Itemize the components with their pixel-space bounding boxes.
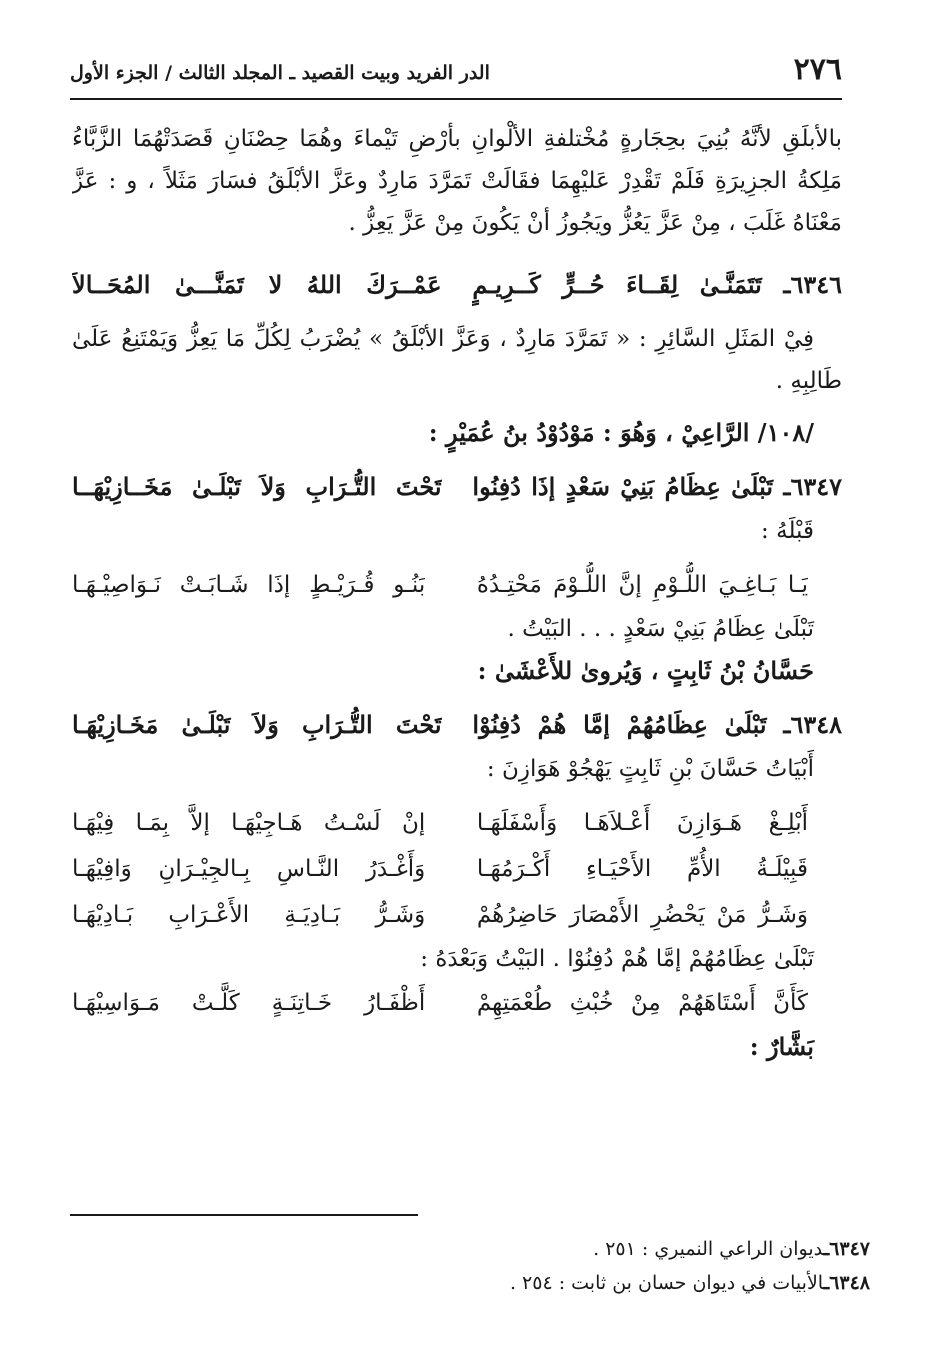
verse-first-hemistich <box>472 262 842 308</box>
text-line: بالأبلَقِ لأنَّهُ بُنِيَ بحِجَارةٍ مُخْتلفةِ الألْوانِ بأرْضِ تَيْماءَ وهُمَا حِصْنَانِ قَصَدَتْهُمَا الزَّبَّاءُ <box>72 126 842 152</box>
main-text <box>72 118 842 1068</box>
text-line: أَبْيَاتُ حَسَّانَ بْنِ ثَابِتٍ يَهْجُوْ هَوَازِنَ : <box>486 756 814 782</box>
hemistich-text: تَتَمَنَّـىٰ لِقَــاءَ حُــرٍّ كَــرِيـمٍ <box>472 270 762 299</box>
footnote-text: الأبيات في ديوان حسان بن ثابت : ٢٥٤ . <box>509 1272 824 1294</box>
running-header <box>70 52 842 100</box>
verse-second-hemistich: إنْ لَسْـتُ هَـاجِيْهَـا إلاَّ بِمَـا فِيْهَـا <box>72 810 426 836</box>
verse-first-hemistich <box>472 464 842 510</box>
text-line: مَلِكةُ الجزِيرَةِ فَلَمْ تَقْدِرْ عَليْهِمَا فقَالَتْ تَمَرَّدَ مَارِدٌ وعَزَّ الأبْلَقُ فسَارَ مَثَلاً ، و : عَزَّ <box>72 168 842 194</box>
footnote-number: ٦٣٤٨ـ <box>823 1272 870 1294</box>
verse-kaanna <box>72 980 842 1026</box>
footnote <box>72 1266 870 1300</box>
verse-6347 <box>72 464 842 510</box>
verse-second-hemistich: تَحْتَ التُّـرَابِ وَلاَ تَبْلَـىٰ مَخَـازِيْهَـا <box>72 710 442 739</box>
footnote-number: ٦٣٤٧ـ <box>823 1238 870 1260</box>
text-line: فِيْ المَثَلِ السَّائِرِ : « تَمَرَّدَ مَارِدٌ ، وَعَزَّ الأبْلَقُ » يُضْرَبُ لِكُلِّ مَا يَعِزُّ وَيَمْتَنِعُ عَلَىٰ <box>72 326 814 352</box>
text-line: مَعْنَاهُ غَلَبَ ، مِنْ عَزَّ يَعُزُّ ويَجُوزُ أنْ يَكُونَ مِنْ عَزَّ يَعِزُّ . <box>348 210 842 236</box>
text-line: تَبْلَىٰ عِظَامُ بَنِيْ سَعْدٍ . . . البَيْتُ . <box>507 616 814 642</box>
verse-second-hemistich: وَأَغْـدَرُ النَّـاسِ بِـالجِيْـرَانِ وَافِيْهَـا <box>72 856 426 882</box>
verse-second-hemistich: وَشَـرُّ بَـادِيَـةِ الأَعْـرَابِ بَـادِيْهَـا <box>72 902 426 928</box>
verse-second-hemistich: عَمْــرَكَ اللهُ لا تَمَنَّـــىٰ المُحَــالاَ <box>72 270 442 299</box>
section-heading-hassan: حَسَّانُ بْنُ ثَابِتٍ ، وَيُروىٰ للأَعْشَىٰ : <box>477 656 814 685</box>
text-line: قَبْلَهُ : <box>761 518 814 544</box>
verse-hassan-2 <box>72 846 842 892</box>
text-line: تَبْلَىٰ عِظَامُهُمْ إمَّا هُمْ دُفِنُوْا . البَيْتُ وَبَعْدَهُ : <box>420 946 814 972</box>
page-number: ٢٧٦ <box>793 52 842 87</box>
verse-second-hemistich: بَنُـو قُـرَيْـطٍ إذَا شَـابَـتْ نَـوَاصِيْـهَـا <box>72 572 426 598</box>
hemistich-text: تَبْلَىٰ عِظَامُهُمْ إمَّا هُمْ دُفِنُوْا <box>472 710 767 739</box>
section-heading-bashshar: بَشَّارٌ : <box>749 1032 814 1061</box>
verse-first-hemistich: قَبِيْلَـةُ الأُمِّ الأَحْيَـاءِ أَكْـرَمُهَـا <box>476 856 808 882</box>
verse-first-hemistich: يَـا بَـاغِـيَ اللُّـوْمِ إنَّ اللُّـوْمَ مَحْتِـدُهُ <box>476 572 808 598</box>
verse-6346 <box>72 262 842 308</box>
footnote <box>72 1232 870 1266</box>
verse-first-hemistich: كَأَنَّ أَسْتَاهَهُمْ مِنْ خُبْثِ طُعْمَتِهِمْ <box>476 990 808 1016</box>
verse-number: ٦٣٤٦ـ <box>783 270 842 299</box>
footnote-separator <box>70 1214 418 1216</box>
verse-first-hemistich: أَبْلِـغْ هَـوَازِنَ أَعْـلاَهَـا وَأَسْفَلَهَـا <box>476 810 808 836</box>
footnote-text: ديوان الراعي النميري : ٢٥١ . <box>593 1238 824 1260</box>
verse-ya-baghi <box>72 562 842 608</box>
verse-second-hemistich: تَحْتَ التُّـرَابِ وَلاَ تَبْلَـىٰ مَخَــازِيْهَــا <box>72 472 442 501</box>
verse-number: ٦٣٤٨ـ <box>783 710 842 739</box>
running-title: الدر الفريد وبيت القصيد ـ المجلد الثالث / الجزء الأول <box>70 62 490 84</box>
hemistich-text: تَبْلَىٰ عِظَامُ بَنِيْ سَعْدٍ إذَا دُفِنُوا <box>472 472 774 501</box>
verse-hassan-1 <box>72 800 842 846</box>
section-heading-108: /١٠٨/ الرَّاعِيْ ، وَهُوَ : مَوْدُوْدُ بنُ عُمَيْرٍ : <box>428 418 814 447</box>
footnotes <box>72 1232 870 1300</box>
text-line: طَالِبِهِ . <box>775 368 842 394</box>
verse-hassan-3 <box>72 892 842 938</box>
verse-first-hemistich <box>472 702 842 748</box>
verse-number: ٦٣٤٧ـ <box>783 472 842 501</box>
verse-6348 <box>72 702 842 748</box>
verse-first-hemistich: وَشَـرُّ مَنْ يَحْضُرِ الأَمْصَارَ حَاضِرُهُمْ <box>476 902 808 928</box>
verse-second-hemistich: أَظْفَـارُ خَـاتِنَـةٍ كَلَّـتْ مَـوَاسِيْهَـا <box>72 990 426 1016</box>
